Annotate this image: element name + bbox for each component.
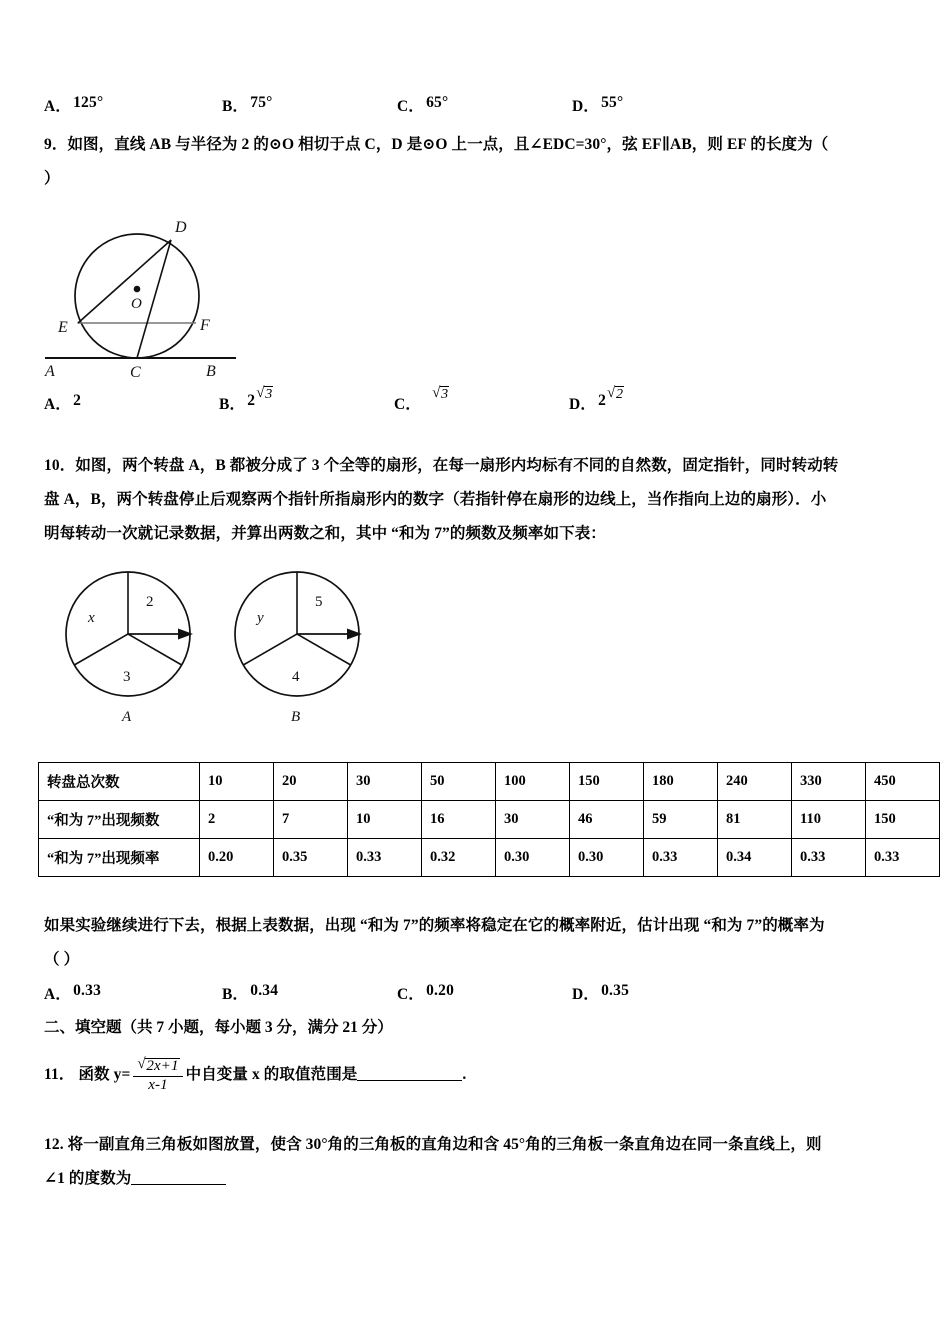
question-10-text — [44, 449, 916, 551]
question-11-suffix: 中自变量 x 的取值范围是 — [185, 1065, 358, 1083]
label-a: A — [45, 363, 55, 380]
question-12-line2: ∠1 的度数为 — [44, 1170, 132, 1187]
table-row — [39, 763, 940, 801]
q10-option-d[interactable] — [572, 982, 629, 1004]
q9-option-c-radicand: 3 — [441, 387, 449, 402]
center-point-o — [134, 286, 141, 293]
q9-option-b-radical — [255, 386, 273, 403]
question-10-after-line1: 如果实验继续进行下去，根据上表数据，出现 “和为 7”的频率将稳定在它的概率附近，估计出现 “和为 7”的概率为 — [44, 917, 825, 934]
question-12-answer-blank[interactable] — [131, 1184, 226, 1185]
q8-option-a-value: 125° — [73, 94, 104, 111]
question-12-line1: 将一副直角三角板如图放置，使含 30°角的三角板的直角边和含 45° — [67, 1136, 526, 1153]
cell-count-3: 16 — [422, 801, 496, 839]
question-10-number: 10． — [44, 457, 76, 474]
table-row — [39, 839, 940, 877]
table-row — [39, 801, 940, 839]
q8-options-row — [44, 94, 664, 116]
cell-rate-0: 0.20 — [200, 839, 274, 877]
cell-rate-2: 0.33 — [348, 839, 422, 877]
question-9-body: 如图，直线 AB 与半径为 2 的⊙O 相切于点 C，D 是⊙O 上一点，且∠EDC=30°，弦 EF∥AB，则 EF 的长度为（ — [67, 136, 829, 153]
question-10-line1: 如图，两个转盘 A，B 都被分成了 3 个全等的扇形，在每一扇形内均标有不同的自然数，固定指针，同时转动转 — [75, 457, 839, 474]
question-9-figure — [40, 196, 290, 382]
q9-option-c-radical — [431, 386, 449, 403]
spinner-a-pointer-arrowhead — [178, 629, 193, 640]
cell-rate-7: 0.34 — [718, 839, 792, 877]
q8-option-b[interactable] — [222, 94, 397, 116]
q8-option-c[interactable] — [397, 94, 572, 116]
fraction-denominator: x-1 — [148, 1076, 168, 1093]
fraction-numerator — [133, 1058, 182, 1076]
cell-total-0: 10 — [200, 763, 274, 801]
q8-option-b-letter: B． — [222, 98, 249, 115]
cell-rate-9: 0.33 — [866, 839, 940, 877]
cell-rate-4: 0.30 — [496, 839, 570, 877]
row-label-frequency-count: “和为 7”出现频数 — [39, 801, 200, 839]
spinner-a-label-left: x — [88, 610, 95, 626]
q8-option-c-letter: C． — [397, 98, 425, 115]
spinner-b-label-left: y — [257, 610, 264, 626]
q9-option-b-value: 2 — [247, 392, 256, 409]
question-12-number: 12. — [44, 1136, 64, 1153]
q9-option-c[interactable] — [394, 387, 569, 414]
q9-option-d-value: 2 — [598, 392, 607, 409]
q8-option-c-value: 65° — [426, 94, 449, 111]
spinner-a-label-top-right: 2 — [146, 594, 154, 610]
q9-option-b-letter: B． — [219, 396, 246, 413]
label-f: F — [200, 317, 210, 334]
q9-option-d-radical — [606, 386, 624, 403]
cell-total-3: 50 — [422, 763, 496, 801]
spinner-b — [235, 572, 362, 725]
question-11-prefix: 函数 y= — [78, 1065, 131, 1083]
cell-total-5: 150 — [570, 763, 644, 801]
spinner-b-caption: B — [291, 709, 301, 725]
chord-dc — [137, 240, 171, 358]
label-b: B — [206, 363, 216, 380]
row-label-frequency-rate: “和为 7”出现频率 — [39, 839, 200, 877]
spinner-a-caption: A — [122, 709, 132, 725]
label-d: D — [175, 219, 187, 236]
q10-options-row — [44, 982, 684, 1004]
q10-option-b-value: 0.34 — [250, 982, 279, 999]
spinner-b-pointer-arrowhead — [347, 629, 362, 640]
question-10-after-table — [44, 909, 916, 977]
question-11-text — [44, 1058, 744, 1094]
question-10-figure — [50, 566, 410, 736]
cell-count-1: 7 — [274, 801, 348, 839]
cell-count-0: 2 — [200, 801, 274, 839]
section-2-heading-text: 二、填空题（共 7 小题，每小题 3 分，满分 21 分） — [44, 1019, 393, 1036]
q9-option-a-letter: A． — [44, 396, 72, 413]
question-10-line3: 明每转动一次就记录数据，并算出两数之和，其中 “和为 7”的频数及频率如下表： — [44, 525, 606, 542]
section-2-heading — [44, 1013, 644, 1043]
spinner-a-label-bottom: 3 — [123, 669, 131, 685]
question-11-number: 11． — [44, 1065, 75, 1083]
cell-count-2: 10 — [348, 801, 422, 839]
q9-option-d-radicand: 2 — [616, 387, 624, 402]
q9-option-a-value: 2 — [73, 392, 82, 409]
label-c: C — [130, 364, 141, 381]
q8-option-b-value: 75° — [250, 94, 273, 111]
cell-count-5: 46 — [570, 801, 644, 839]
q10-option-c[interactable] — [397, 982, 572, 1004]
cell-total-8: 330 — [792, 763, 866, 801]
cell-count-6: 59 — [644, 801, 718, 839]
row-label-total-spins: 转盘总次数 — [39, 763, 200, 801]
q9-options-row — [44, 387, 684, 414]
question-10-after-line2: （ ） — [44, 951, 80, 968]
cell-total-4: 100 — [496, 763, 570, 801]
cell-count-8: 110 — [792, 801, 866, 839]
q8-option-a-letter: A． — [44, 98, 72, 115]
q8-option-a[interactable] — [44, 94, 222, 116]
cell-total-2: 30 — [348, 763, 422, 801]
cell-rate-3: 0.32 — [422, 839, 496, 877]
circle-tangent-diagram — [40, 196, 290, 382]
spinner-a-divider-lower-left — [74, 634, 128, 665]
question-9-body-line2: ） — [44, 170, 60, 187]
fraction-numerator-radicand: 2x+1 — [146, 1058, 179, 1074]
spinner-b-divider-lower-left — [243, 634, 297, 665]
question-9-text — [44, 128, 914, 196]
cell-rate-6: 0.33 — [644, 839, 718, 877]
spinner-a — [66, 572, 193, 725]
question-11-period: . — [462, 1065, 467, 1083]
cell-count-4: 30 — [496, 801, 570, 839]
q10-option-c-value: 0.20 — [426, 982, 455, 999]
spinner-b-divider-lower-right — [297, 634, 351, 665]
cell-count-9: 150 — [866, 801, 940, 839]
cell-rate-5: 0.30 — [570, 839, 644, 877]
q10-option-a[interactable] — [44, 982, 222, 1004]
cell-rate-8: 0.33 — [792, 839, 866, 877]
cell-total-9: 450 — [866, 763, 940, 801]
q10-option-a-value: 0.33 — [73, 982, 102, 999]
q8-option-d-letter: D． — [572, 98, 600, 115]
frequency-table — [38, 762, 940, 877]
q9-option-b[interactable] — [219, 387, 394, 414]
question-11-fraction — [133, 1058, 182, 1094]
q8-option-d[interactable] — [572, 94, 623, 116]
q9-option-d-letter: D． — [569, 396, 597, 413]
cell-rate-1: 0.35 — [274, 839, 348, 877]
q10-option-b-letter: B． — [222, 986, 249, 1003]
label-o: O — [131, 296, 142, 312]
cell-total-7: 240 — [718, 763, 792, 801]
question-11-answer-blank[interactable] — [357, 1080, 462, 1081]
q9-option-a[interactable] — [44, 392, 219, 414]
question-9-number: 9． — [44, 136, 68, 153]
q10-option-d-value: 0.35 — [601, 982, 630, 999]
q10-option-c-letter: C． — [397, 986, 425, 1003]
spinner-b-label-top-right: 5 — [315, 594, 323, 610]
question-12-text — [44, 1128, 916, 1196]
spinner-b-label-bottom: 4 — [292, 669, 300, 685]
q9-option-d[interactable] — [569, 387, 624, 414]
cell-total-1: 20 — [274, 763, 348, 801]
q8-option-d-value: 55° — [601, 94, 624, 111]
q9-option-b-radicand: 3 — [265, 387, 273, 402]
q10-option-b[interactable] — [222, 982, 397, 1004]
label-e: E — [58, 319, 68, 336]
q10-option-d-letter: D． — [572, 986, 600, 1003]
spinner-pair-diagram — [50, 566, 410, 736]
cell-count-7: 81 — [718, 801, 792, 839]
q9-option-c-letter: C． — [394, 396, 422, 413]
frequency-table-wrap — [38, 762, 940, 877]
question-12-line1b: 角的三角板一条直角边在同一条直线上，则 — [525, 1136, 822, 1153]
cell-total-6: 180 — [644, 763, 718, 801]
question-10-line2: 盘 A，B，两个转盘停止后观察两个指针所指扇形内的数字（若指针停在扇形的边线上，当作指向上边的扇形）．小 — [44, 491, 827, 508]
q10-option-a-letter: A． — [44, 986, 72, 1003]
spinner-a-divider-lower-right — [128, 634, 182, 665]
